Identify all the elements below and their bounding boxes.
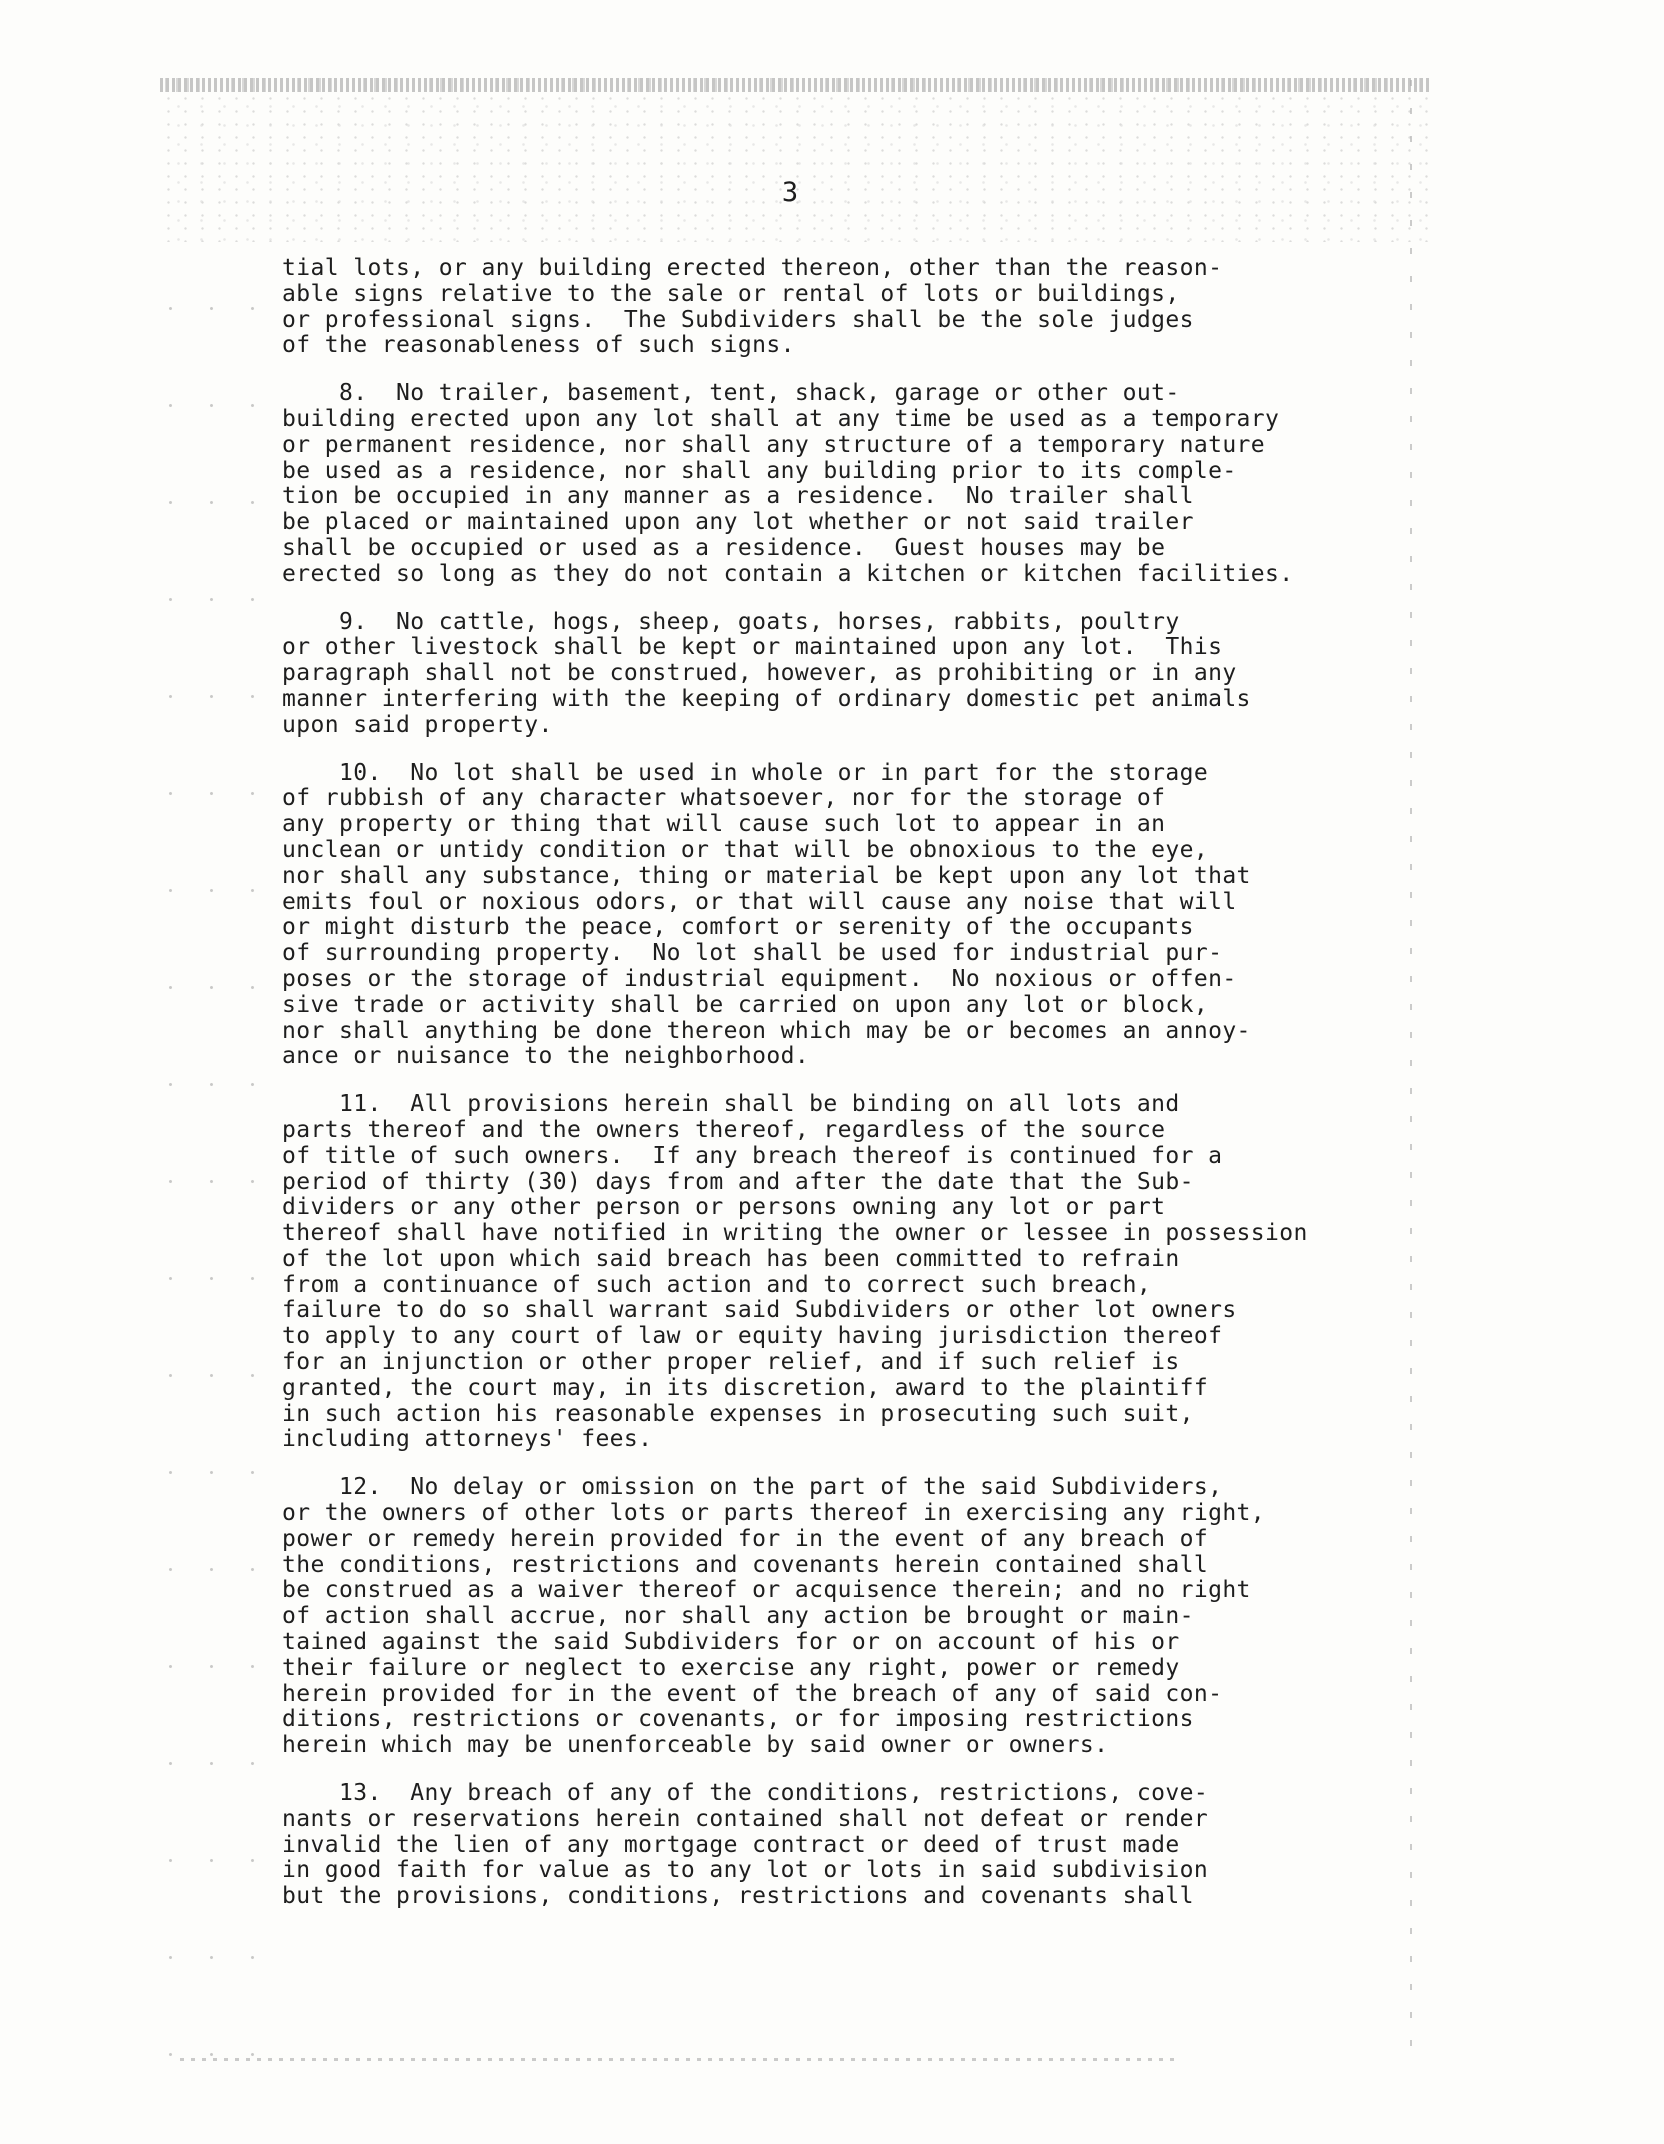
text-line: of action shall accrue, nor shall any action be brought or main- (282, 1603, 1194, 1630)
paragraph (282, 1781, 1422, 1910)
text-line: dividers or any other person or persons owning any lot or part (282, 1194, 1166, 1221)
paragraph (282, 256, 1422, 359)
text-line: tained against the said Subdividers for or on account of his or (282, 1629, 1180, 1656)
text-line: unclean or untidy condition or that will be obnoxious to the eye, (282, 836, 1209, 863)
text-line: herein provided for in the event of the breach of any of said con- (282, 1680, 1223, 1707)
scan-top-rule (160, 78, 1430, 92)
text-line: nants or reservations herein contained shall not defeat or render (282, 1805, 1209, 1832)
text-line: in such action his reasonable expenses in prosecuting such suit, (282, 1400, 1194, 1427)
text-line: parts thereof and the owners thereof, regardless of the source (282, 1116, 1166, 1143)
text-line: their failure or neglect to exercise any right, power or remedy (282, 1654, 1180, 1681)
text-line: to apply to any court of law or equity having jurisdiction thereof (282, 1323, 1223, 1350)
text-line: of the reasonableness of such signs. (282, 332, 795, 359)
text-line: 13. Any breach of any of the conditions, restrictions, cove- (282, 1780, 1209, 1807)
text-line: shall be occupied or used as a residence. Guest houses may be (282, 534, 1166, 561)
text-line: be construed as a waiver thereof or acquisence therein; and no right (282, 1577, 1251, 1604)
text-line: 8. No trailer, basement, tent, shack, garage or other out- (282, 380, 1180, 407)
text-line: any property or thing that will cause such lot to appear in an (282, 811, 1166, 838)
page-number: 3 (781, 177, 799, 208)
text-line: able signs relative to the sale or rental of lots or buildings, (282, 280, 1180, 307)
text-line: including attorneys' fees. (282, 1426, 653, 1453)
text-line: paragraph shall not be construed, however, as prohibiting or in any (282, 660, 1237, 687)
text-line: be placed or maintained upon any lot whether or not said trailer (282, 509, 1194, 536)
text-line: of surrounding property. No lot shall be used for industrial pur- (282, 940, 1223, 967)
text-line: manner interfering with the keeping of ordinary domestic pet animals (282, 685, 1251, 712)
text-line: be used as a residence, nor shall any building prior to its comple- (282, 457, 1237, 484)
text-line: nor shall any substance, thing or material be kept upon any lot that (282, 862, 1251, 889)
text-line: invalid the lien of any mortgage contract or deed of trust made (282, 1831, 1180, 1858)
text-line: nor shall anything be done thereon which may be or becomes an annoy- (282, 1017, 1251, 1044)
paragraph (282, 381, 1422, 587)
paragraph (282, 761, 1422, 1071)
text-line: ance or nuisance to the neighborhood. (282, 1043, 810, 1070)
text-line: or other livestock shall be kept or maintained upon any lot. This (282, 634, 1223, 661)
text-line: thereof shall have notified in writing the owner or lessee in possession (282, 1220, 1308, 1247)
text-line: or might disturb the peace, comfort or serenity of the occupants (282, 914, 1194, 941)
text-line: sive trade or activity shall be carried on upon any lot or block, (282, 991, 1209, 1018)
text-line: but the provisions, conditions, restrictions and covenants shall (282, 1883, 1194, 1910)
text-line: or permanent residence, nor shall any structure of a temporary nature (282, 431, 1266, 458)
text-line: or professional signs. The Subdividers shall be the sole judges (282, 306, 1194, 333)
text-line: failure to do so shall warrant said Subdividers or other lot owners (282, 1297, 1237, 1324)
text-line: tial lots, or any building erected thereon, other than the reason- (282, 255, 1223, 281)
text-line: 9. No cattle, hogs, sheep, goats, horses, rabbits, poultry (282, 608, 1180, 635)
text-line: herein which may be unenforceable by said owner or owners. (282, 1732, 1109, 1759)
text-line: 10. No lot shall be used in whole or in part for the storage (282, 759, 1209, 786)
paragraph (282, 610, 1422, 739)
scan-bottom-rule (180, 2058, 1180, 2061)
text-line: of title of such owners. If any breach thereof is continued for a (282, 1142, 1223, 1169)
text-line: from a continuance of such action and to correct such breach, (282, 1271, 1152, 1298)
scan-left-specks (150, 260, 270, 2060)
text-line: or the owners of other lots or parts thereof in exercising any right, (282, 1500, 1266, 1527)
paragraph (282, 1475, 1422, 1759)
text-line: of the lot upon which said breach has been committed to refrain (282, 1245, 1180, 1272)
text-line: period of thirty (30) days from and after the date that the Sub- (282, 1168, 1194, 1195)
text-line: poses or the storage of industrial equipment. No noxious or offen- (282, 965, 1237, 992)
text-line: of rubbish of any character whatsoever, nor for the storage of (282, 785, 1166, 812)
text-line: erected so long as they do not contain a kitchen or kitchen facilities. (282, 560, 1294, 587)
text-line: in good faith for value as to any lot or lots in said subdivision (282, 1857, 1209, 1884)
paragraph (282, 1092, 1422, 1453)
text-line: upon said property. (282, 711, 553, 738)
text-line: 11. All provisions herein shall be binding on all lots and (282, 1091, 1180, 1118)
text-line: emits foul or noxious odors, or that will cause any noise that will (282, 888, 1237, 915)
text-line: building erected upon any lot shall at any time be used as a temporary (282, 405, 1280, 432)
scan-noise (160, 92, 1430, 242)
text-line: the conditions, restrictions and covenants herein contained shall (282, 1551, 1209, 1578)
text-line: granted, the court may, in its discretion, award to the plaintiff (282, 1374, 1209, 1401)
text-line: for an injunction or other proper relief, and if such relief is (282, 1349, 1180, 1376)
text-line: 12. No delay or omission on the part of the said Subdividers, (282, 1474, 1223, 1501)
text-line: ditions, restrictions or covenants, or for imposing restrictions (282, 1706, 1194, 1733)
text-line: tion be occupied in any manner as a residence. No trailer shall (282, 483, 1194, 510)
document-body (282, 256, 1422, 1932)
text-line: power or remedy herein provided for in the event of any breach of (282, 1525, 1209, 1552)
